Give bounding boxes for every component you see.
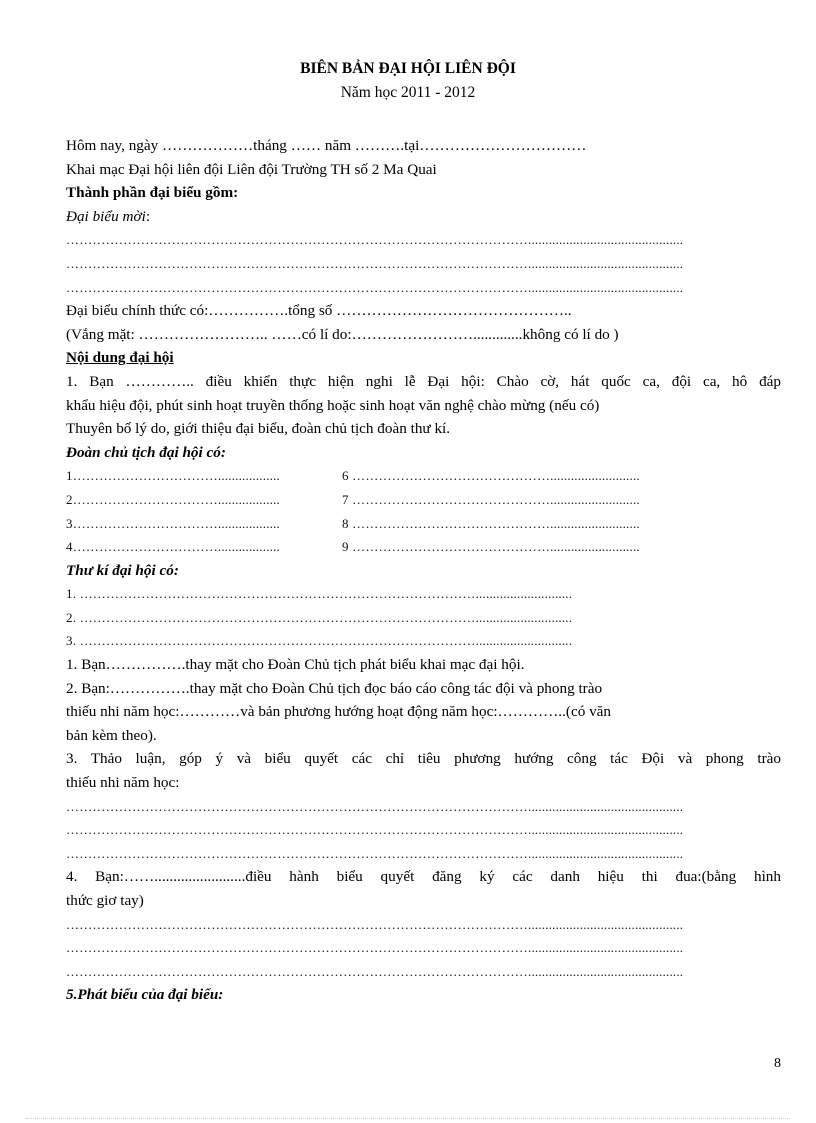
document-body (66, 134, 781, 1007)
presidium-row (66, 535, 781, 559)
presidium-row (66, 488, 781, 512)
item-report-continued-2: bản kèm theo). (66, 726, 157, 744)
item-report: 2. Bạn:…………….thay mặt cho Đoàn Chủ tịch đọc báo cáo công tác đội và phong trào (66, 679, 603, 697)
fill-line: ……………………………………………………………………………………………............................................. (66, 279, 684, 295)
fill-line: ……………………………………………………………………………………………............................................. (66, 963, 684, 979)
fill-line: ……………………………………………………………………………………………............................................. (66, 232, 684, 248)
presidium-right: 7 ……………………………………….......................... (342, 491, 640, 507)
item-discussion: 3. Thảo luận, góp ý và biểu quyết các chỉ tiêu phương hướng công tác Đội và phong trào (66, 750, 781, 768)
fill-line: ……………………………………………………………………………………………............................................. (66, 916, 684, 932)
secretary-line: 2. ………………………………………………………………………………............................ (66, 609, 573, 625)
presidium-left: 3…………………………….................. (66, 515, 280, 531)
item-opening-speech: 1. Bạn…………….thay mặt cho Đoàn Chủ tịch phát biểu khai mạc đại hội. (66, 656, 525, 674)
presidium-heading: Đoàn chủ tịch đại hội có: (66, 443, 226, 461)
fill-line: ……………………………………………………………………………………………............................................. (66, 845, 684, 861)
page-bottom-border (26, 1118, 790, 1119)
invited-label: Đại biểu mời (66, 207, 146, 225)
fill-line: ……………………………………………………………………………………………............................................. (66, 940, 684, 956)
presidium-right: 6 ……………………………………….......................... (342, 468, 640, 484)
presidium-left: 4…………………………….................. (66, 539, 280, 555)
item1-continued-2: Thuyên bố lý do, giới thiệu đại biểu, đoàn chủ tịch đoàn thư kí. (66, 420, 451, 438)
presidium-right: 8 ……………………………………….......................... (342, 515, 640, 531)
item1-continued: khẩu hiệu đội, phút sinh hoạt truyền thống hoặc sinh hoạt văn nghệ chào mừng (nếu có) (66, 396, 600, 414)
opening-line: Khai mạc Đại hội liên đội Liên đội Trường TH số 2 Ma Quai (66, 160, 437, 178)
fill-line: ……………………………………………………………………………………………............................................. (66, 255, 684, 271)
presidium-right: 9 ……………………………………….......................... (342, 539, 640, 555)
secretary-heading: Thư kí đại hội có: (66, 561, 179, 579)
secretary-line: 1. ………………………………………………………………………………............................ (66, 586, 573, 602)
official-delegates-line: Đại biểu chính thức có:…………….tổng số ……………………………………….. (66, 302, 572, 320)
presidium-list (66, 464, 781, 558)
delegate-speeches-heading: 5.Phát biểu của đại biểu: (66, 986, 224, 1004)
item1-line: 1. Bạn ………….. điều khiển thực hiện nghi lễ Đại hội: Chào cờ, hát quốc ca, đội ca, hô đáp (66, 372, 781, 390)
item-report-continued: thiếu nhi năm học:…………và bản phương hướng hoạt động năm học:…………..(có văn (66, 703, 612, 721)
document-title: BIÊN BẢN ĐẠI HỘI LIÊN ĐỘI (300, 60, 516, 77)
school-year: Năm học 2011 - 2012 (340, 84, 476, 101)
fill-line: ……………………………………………………………………………………………............................................. (66, 798, 684, 814)
item-discussion-continued: thiếu nhi năm học: (66, 774, 180, 792)
item-vote: 4. Bạn:……........................điều hành biểu quyết đăng ký các danh hiệu thi đua:(bằng hình (66, 868, 781, 886)
secretary-line: 3. ………………………………………………………………………………............................ (66, 633, 573, 649)
presidium-left: 2…………………………….................. (66, 491, 280, 507)
participants-heading: Thành phần đại biểu gồm: (66, 184, 239, 202)
invited-label-line (66, 205, 781, 229)
presidium-row (66, 512, 781, 536)
absent-line: (Vắng mặt: …………………….. ……có lí do:…………………….............không có lí do ) (66, 325, 619, 343)
invited-colon: : (145, 207, 151, 225)
presidium-row (66, 464, 781, 488)
fill-line: ……………………………………………………………………………………………............................................. (66, 822, 684, 838)
presidium-left: 1…………………………….................. (66, 468, 280, 484)
content-heading: Nội dung đại hội (66, 349, 174, 367)
page-number: 8 (774, 1056, 781, 1071)
item-vote-continued: thức giơ tay) (66, 892, 144, 909)
date-line: Hôm nay, ngày ………………tháng …… năm ……….tại…………………………… (66, 137, 587, 154)
